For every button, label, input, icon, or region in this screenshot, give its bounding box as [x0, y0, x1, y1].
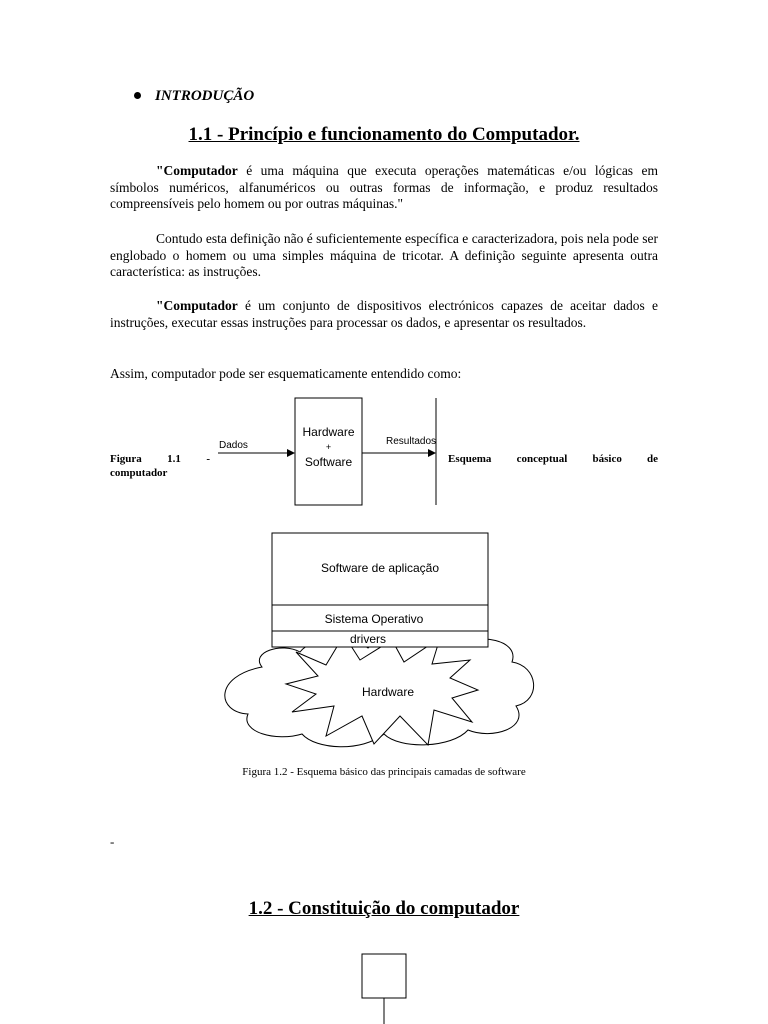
paragraph-2-text: Contudo esta definição não é suficientemente específica e caracterizadora, pois nela pode ser englobado o homem ou uma simples máquina de tricotar. A definição seguinte apresenta outra característica: as instruções.	[110, 231, 658, 279]
box-label-hardware: Hardware	[302, 425, 355, 439]
section-title-1-2-text: 1.2 - Constituição do computador	[248, 898, 520, 919]
figure-1-2-caption: Figura 1.2 - Esquema básico das principais camadas de software	[242, 766, 526, 778]
resultados-label: Resultados	[386, 436, 437, 447]
caption-word: básico	[592, 453, 622, 465]
intro-heading-text: INTRODUÇÃO	[155, 88, 255, 104]
dados-label: Dados	[219, 440, 248, 451]
caption-word: 1.1	[167, 453, 181, 465]
caption-word: Figura	[110, 453, 142, 465]
stray-dash: -	[110, 834, 115, 849]
section-title-1-1-text: 1.1 - Princípio e funcionamento do Computador.	[188, 124, 580, 145]
layer-os-label: Sistema Operativo	[324, 612, 424, 626]
paragraph-4-text: Assim, computador pode ser esquematicamente entendido como:	[110, 366, 462, 381]
layer-drivers-label: drivers	[349, 632, 387, 646]
caption-word: conceptual	[516, 453, 568, 465]
caption-word: de	[647, 453, 658, 465]
term-computador-1: "Computador	[156, 163, 238, 178]
caption-word: -	[206, 453, 210, 465]
paragraph-1-text: é uma máquina que executa operações matemáticas e/ou lógicas em símbolos numéricos, alfanuméricos ou outras formas de informação, e produz resultados compreensíveis pelo homem ou por outras máquinas."	[110, 163, 658, 211]
partial-box	[362, 954, 406, 998]
term-computador-2: "Computador	[156, 298, 238, 313]
paragraph-3-text: é um conjunto de dispositivos electrónicos capazes de aceitar dados e instruções, executar essas instruções para processar os dados, e apresentar os resultados.	[110, 298, 658, 330]
layer-app-label: Software de aplicação	[320, 561, 440, 575]
caption-word: Esquema	[448, 453, 492, 465]
caption-line-2: computador	[110, 467, 168, 479]
box-label-plus: +	[325, 442, 332, 452]
box-label-software: Software	[304, 455, 353, 469]
hardware-label: Hardware	[361, 685, 415, 699]
